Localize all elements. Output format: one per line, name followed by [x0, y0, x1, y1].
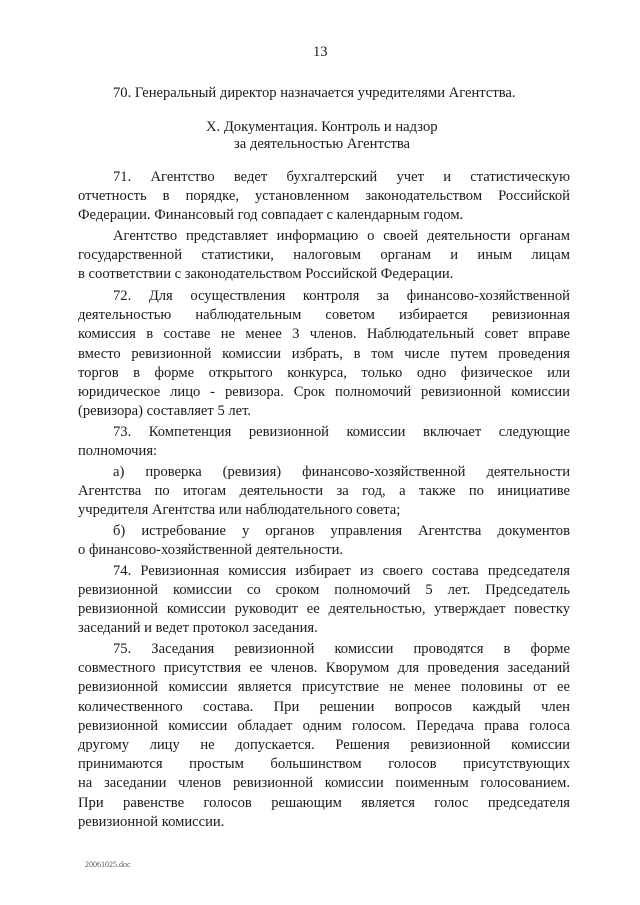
- item-72-line: торгов в форме открытого конкурса, только одно физическое или: [78, 365, 570, 381]
- item-75-line: количественного состава. При решении вопросов каждый член: [78, 699, 570, 715]
- item-73-a-line: а) проверка (ревизия) финансово-хозяйственной деятельности: [113, 464, 570, 480]
- item-74-line: ревизионной комиссии со сроком полномочий 5 лет. Председатель: [78, 582, 570, 598]
- item-75-line: ревизионной комиссии обладает одним голосом. Передача права голоса: [78, 718, 570, 734]
- item-71-line: Федерации. Финансовый год совпадает с календарным годом.: [78, 207, 464, 223]
- item-75-line: ревизионной комиссии.: [78, 814, 225, 830]
- item-72-line: юридическое лицо - ревизора. Срок полномочий ревизионной комиссии: [78, 384, 570, 400]
- item-73-a-line: учредителя Агентства или наблюдательного совета;: [78, 502, 401, 518]
- item-73-a-line: Агентства по итогам деятельности за год, а также по инициативе: [78, 483, 570, 499]
- item-75-line: совместного присутствия ее членов. Кворумом для проведения заседаний: [78, 660, 570, 676]
- item-74-line: заседаний и ведет протокол заседания.: [78, 620, 318, 636]
- item-71-extra-line: государственной статистики, налоговым органам и иным лицам: [78, 247, 570, 263]
- page-number: 13: [313, 44, 328, 60]
- item-75-line: другому лицу не допускается. Решения ревизионной комиссии: [78, 737, 570, 753]
- section-heading-line: за деятельностью Агентства: [234, 136, 411, 152]
- item-73-b-line: б) истребование у органов управления Агентства документов: [113, 523, 570, 539]
- item-70-line: 70. Генеральный директор назначается учредителями Агентства.: [113, 85, 516, 101]
- item-72-line: 72. Для осуществления контроля за финансово-хозяйственной: [113, 288, 570, 304]
- item-75-line: При равенстве голосов решающим является голос председателя: [78, 795, 570, 811]
- item-72-line: (ревизора) составляет 5 лет.: [78, 403, 252, 419]
- item-72-line: деятельностью наблюдательным советом избирается ревизионная: [78, 307, 570, 323]
- section-heading-line: X. Документация. Контроль и надзор: [206, 119, 438, 135]
- item-73-line: 73. Компетенция ревизионной комиссии включает следующие: [113, 424, 570, 440]
- item-71-extra-line: Агентство представляет информацию о своей деятельности органам: [113, 228, 570, 244]
- item-71-line: отчетность в порядке, установленном законодательством Российской: [78, 188, 570, 204]
- item-71-extra-line: в соответствии с законодательством Российской Федерации.: [78, 266, 454, 282]
- item-72-line: комиссия в составе не менее 3 членов. Наблюдательный совет вправе: [78, 326, 570, 342]
- item-73-line: полномочия:: [78, 443, 158, 459]
- item-75-line: 75. Заседания ревизионной комиссии проводятся в форме: [113, 641, 570, 657]
- item-75-line: на заседании членов ревизионной комиссии поименным голосованием.: [78, 775, 570, 791]
- item-74-line: ревизионной комиссии руководит ее деятельностью, утверждает повестку: [78, 601, 570, 617]
- item-72-line: вместо ревизионной комиссии избрать, в том числе путем проведения: [78, 346, 570, 362]
- item-74-line: 74. Ревизионная комиссия избирает из своего состава председателя: [113, 563, 570, 579]
- document-footer: 20061025.doc: [85, 860, 131, 869]
- item-71-line: 71. Агентство ведет бухгалтерский учет и статистическую: [113, 169, 570, 185]
- item-73-b-line: о финансово-хозяйственной деятельности.: [78, 542, 344, 558]
- item-75-line: принимаются простым большинством голосов присутствующих: [78, 756, 570, 772]
- item-75-line: ревизионной комиссии является присутствие не менее половины от ее: [78, 679, 570, 695]
